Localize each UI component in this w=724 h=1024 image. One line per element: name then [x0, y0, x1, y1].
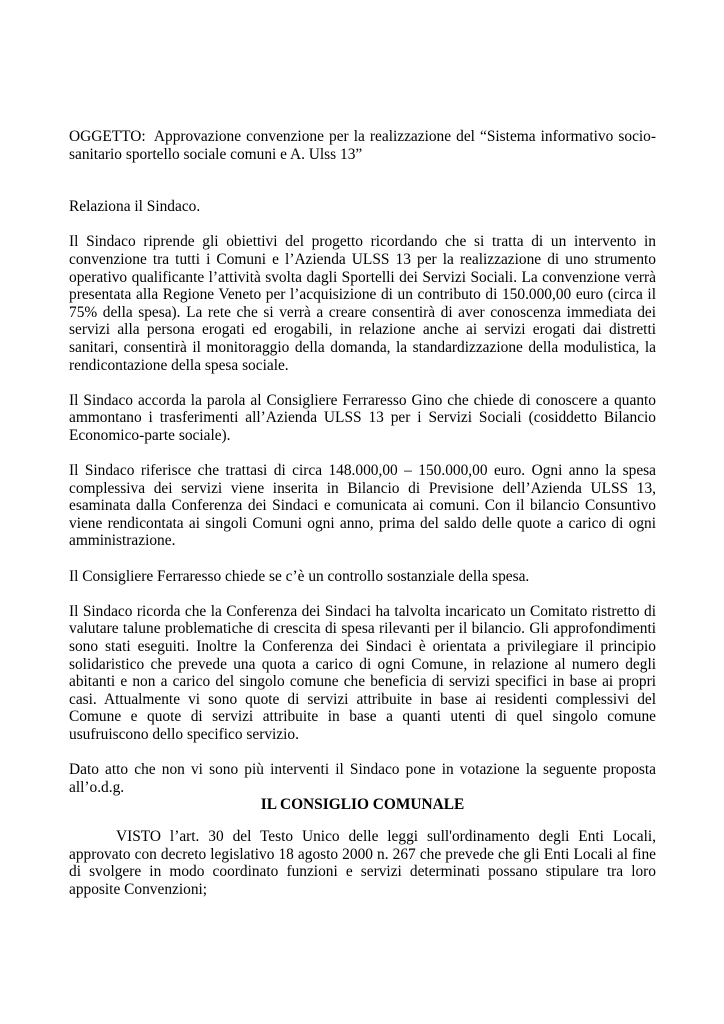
subject-label: OGGETTO: [69, 128, 146, 145]
subject-line [69, 128, 656, 163]
paragraph-ferraresso-control: Il Consigliere Ferraresso chiede se c’è un controllo sostanziale della spesa. [69, 567, 530, 585]
paragraph-conferenza: Il Sindaco ricorda che la Conferenza dei Sindaci ha talvolta incaricato un Comitato ristretto di valutare talune problematiche di crescita di spesa rilevanti per il bilancio. Gli approfondimenti sono stati eseguiti. Inoltre la Conferenza dei Sindaci è orientata a privilegiare il principio solidaristico che prevede una quota a carico di ogni Comune, in relazione al numero degli abitanti e non a carico del singolo comune che beneficia di servizi specifici in base ai propri casi. Attualmente vi sono quote di servizi attribuite in base ai residenti complessivi del Comune e quote di servizi attribuite in base a quanti utenti di quel singolo comune usufruiscono dello specifico servizio. [69, 602, 656, 743]
paragraph-votazione: Dato atto che non vi sono più interventi il Sindaco pone in votazione la seguente proposta all’o.d.g. [69, 761, 656, 796]
paragraph-sindaco-answer: Il Sindaco riferisce che trattasi di circa 148.000,00 – 150.000,00 euro. Ogni anno la spesa complessiva dei servizi viene inserita in Bilancio di Previsione dell’Azienda ULSS 13, esaminata dalla Conferenza dei Sindaci e comunicata ai comuni. Con il bilancio Consuntivo viene rendicontata ai singoli Comuni ogni anno, prima del saldo delle quote a carico di ogni amministrazione. [69, 462, 656, 550]
document-page [69, 128, 656, 898]
paragraph-visto: VISTO l’art. 30 del Testo Unico delle leggi sull'ordinamento degli Enti Locali, approvato con decreto legislativo 18 agosto 2000 n. 267 che prevede che gli Enti Locali al fine di svolgere in modo coordinato funzioni e servizi determinati possano stipulare tra loro apposite Convenzioni; [69, 827, 656, 898]
paragraph-ferraresso-question: Il Sindaco accorda la parola al Consigliere Ferraresso Gino che chiede di conoscere a quanto ammontano i trasferimenti all’Azienda ULSS 13 per i Servizi Sociali (cosiddetto Bilancio Economico-parte sociale). [69, 391, 656, 444]
paragraph-sindaco-report: Il Sindaco riprende gli obiettivi del progetto ricordando che si tratta di un intervento in convenzione tra tutti i Comuni e l’Azienda ULSS 13 per la realizzazione di uno strumento operativo qualificante l’attività svolta dagli Sportelli dei Servizi Sociali. La convenzione verrà presentata alla Regione Veneto per l’acquisizione di un contributo di 150.000,00 euro (circa il 75% della spesa). La rete che si verrà a creare consentirà di aver conoscenza immediata dei servizi alla persona erogati ed erogabili, in relazione anche ai servizi erogati dai distretti sanitari, consentirà il monitoraggio della domanda, la standardizzazione della modulistica, la rendicontazione della spesa sociale. [69, 233, 656, 374]
subject-text: Approvazione convenzione per la realizzazione del “Sistema informativo socio-sanitario sportello sociale comuni e A. Ulss 13” [69, 128, 656, 163]
section-heading: IL CONSIGLIO COMUNALE [260, 796, 465, 814]
paragraph-intro: Relaziona il Sindaco. [69, 198, 201, 216]
